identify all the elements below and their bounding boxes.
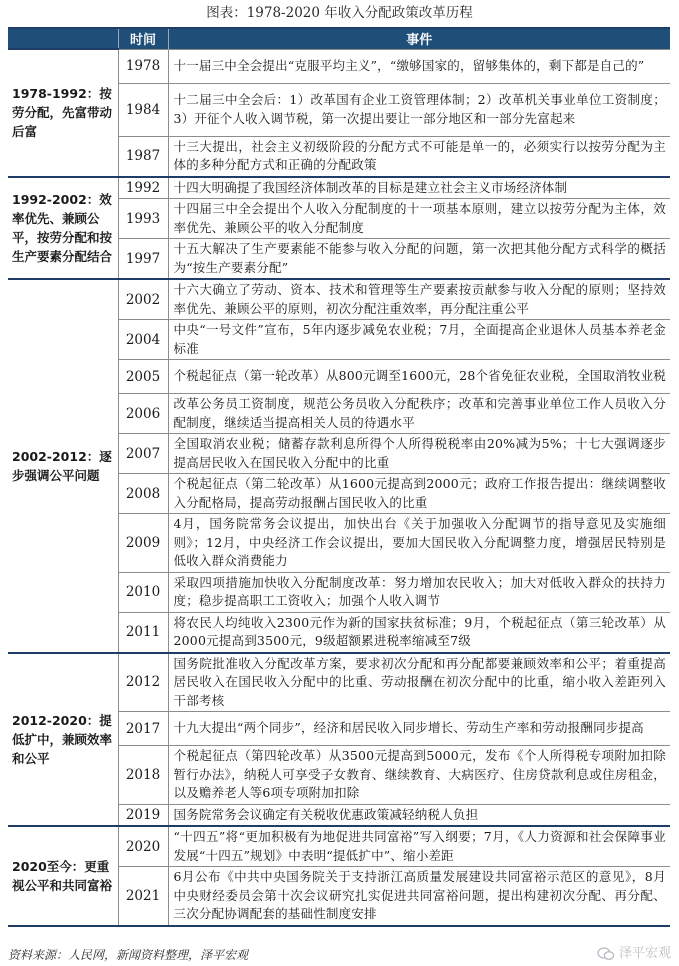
table-row: [8, 49, 670, 83]
event-cell: “十四五”将“更加积极有为地促进共同富裕”写入纲要；7月，《人力资源和社会保障事业发展“十四五”规划》中表明“提低扩中”、缩小差距: [168, 826, 670, 867]
event-cell: 十四届三中全会提出个人收入分配制度的十一项基本原则，建立以按劳分配为主体，效率优先、兼顾公平的收入分配制度: [168, 199, 670, 239]
event-cell: 个税起征点（第一轮改革）从800元调至1600元，28个省免征农业税，全国取消牧业税: [168, 360, 670, 394]
policy-history-table: [8, 27, 670, 927]
source-note: 资料来源：人民网，新闻资料整理，泽平宏观: [8, 948, 249, 962]
wechat-icon: [597, 947, 615, 961]
table-body: [8, 49, 670, 926]
year-cell: 2002: [118, 279, 168, 320]
table-row: [8, 177, 670, 199]
table-caption: 图表：1978-2020 年收入分配政策改革历程: [206, 5, 473, 21]
event-cell: 个税起征点（第四轮改革）从3500元提高到5000元，发布《个人所得税专项附加扣除暂行办法》，纳税人可享受子女教育、继续教育、大病医疗、住房贷款利息或住房租金，以及赡养老人等6项专项附加扣除: [168, 746, 670, 805]
year-cell: 2010: [118, 572, 168, 612]
year-cell: 2020: [118, 826, 168, 867]
event-cell: 国务院常务会议确定有关税收优惠政策减轻纳税人负担: [168, 804, 670, 826]
watermark-text: 泽平宏观: [618, 946, 671, 961]
period-cell: 2002-2012：逐步强调公平问题: [8, 279, 118, 653]
year-cell: 1984: [118, 83, 168, 136]
event-cell: 改革公务员工资制度，规范公务员收入分配秩序；改革和完善事业单位工作人员收入分配制度，继续适当提高相关人员的待遇水平: [168, 394, 670, 434]
event-cell: 十二届三中全会后：1）改革国有企业工资管理体制；2）改革机关事业单位工资制度；3）开征个人收入调节税，第一次提出要让一部分地区和一部分先富起来: [168, 83, 670, 136]
event-cell: 全国取消农业税；储蓄存款利息所得个人所得税税率由20%减为5%；十七大强调逐步提高居民收入在国民收入分配中的比重: [168, 434, 670, 474]
period-cell: 2012-2020：提低扩中，兼顾效率和公平: [8, 653, 118, 827]
year-cell: 2006: [118, 394, 168, 434]
year-cell: 2004: [118, 320, 168, 360]
event-cell: 十五大解决了生产要素能不能参与收入分配的问题，第一次把其他分配方式科学的概括为“按生产要素分配”: [168, 239, 670, 280]
header-time: 时间: [118, 28, 168, 49]
event-cell: 4月，国务院常务会议提出，加快出台《关于加强收入分配调节的指导意见及实施细则》；12月，中央经济工作会议提出，要加大国民收入分配调整力度，增强居民特别是低收入群众消费能力: [168, 514, 670, 573]
event-cell: 个税起征点（第二轮改革）从1600元提高到2000元；政府工作报告提出：继续调整收入分配格局，提高劳动报酬占国民收入的比重: [168, 474, 670, 514]
table-row: [8, 653, 670, 712]
watermark: [597, 944, 671, 964]
year-cell: 1993: [118, 199, 168, 239]
year-cell: 1997: [118, 239, 168, 280]
header-event: 事件: [168, 28, 670, 49]
year-cell: 2019: [118, 804, 168, 826]
year-cell: 2021: [118, 867, 168, 926]
event-cell: 6月公布《中共中央国务院关于支持浙江高质量发展建设共同富裕示范区的意见》，8月中央财经委员会第十次会议研究扎实促进共同富裕问题，提出构建初次分配、再分配、三次分配协调配套的基础性制度安排: [168, 867, 670, 926]
period-cell: 1978-1992：按劳分配，先富带动后富: [8, 49, 118, 177]
event-cell: 十六大确立了劳动、资本、技术和管理等生产要素按贡献参与收入分配的原则；坚持效率优先、兼顾公平的原则，初次分配注重效率，再分配注重公平: [168, 279, 670, 320]
year-cell: 1978: [118, 49, 168, 83]
year-cell: 2009: [118, 514, 168, 573]
event-cell: 中央“一号文件”宣布，5年内逐步减免农业税；7月，全面提高企业退休人员基本养老金标准: [168, 320, 670, 360]
year-cell: 2012: [118, 653, 168, 712]
event-cell: 十一届三中全会提出“克服平均主义”，“缴够国家的，留够集体的，剩下都是自己的”: [168, 49, 670, 83]
event-cell: 采取四项措施加快收入分配制度改革：努力增加农民收入；加大对低收入群众的扶持力度；稳步提高职工工资收入；加强个人收入调节: [168, 572, 670, 612]
year-cell: 1987: [118, 136, 168, 177]
table-row: [8, 826, 670, 867]
year-cell: 2007: [118, 434, 168, 474]
event-cell: 十九大提出“两个同步”，经济和居民收入同步增长、劳动生产率和劳动报酬同步提高: [168, 712, 670, 746]
event-cell: 十三大提出，社会主义初级阶段的分配方式不可能是单一的，必须实行以按劳分配为主体的多种分配方式和正确的分配政策: [168, 136, 670, 177]
header-period: [8, 28, 118, 49]
year-cell: 2011: [118, 612, 168, 653]
period-cell: 2020至今：更重视公平和共同富裕: [8, 826, 118, 926]
event-cell: 将农民人均纯收入2300元作为新的国家扶贫标准；9月，个税起征点（第三轮改革）从2000元提高到3500元，9级超额累进税率缩减至7级: [168, 612, 670, 653]
year-cell: 2008: [118, 474, 168, 514]
event-cell: 十四大明确提了我国经济体制改革的目标是建立社会主义市场经济体制: [168, 177, 670, 199]
table-header-row: [8, 28, 670, 49]
year-cell: 2018: [118, 746, 168, 805]
year-cell: 2005: [118, 360, 168, 394]
year-cell: 2017: [118, 712, 168, 746]
year-cell: 1992: [118, 177, 168, 199]
event-cell: 国务院批准收入分配改革方案，要求初次分配和再分配都要兼顾效率和公平；着重提高居民收入在国民收入分配中的比重、劳动报酬在初次分配中的比重，缩小收入差距列入干部考核: [168, 653, 670, 712]
period-cell: 1992-2002：效率优先、兼顾公平，按劳分配和按生产要素分配结合: [8, 177, 118, 280]
table-row: [8, 279, 670, 320]
